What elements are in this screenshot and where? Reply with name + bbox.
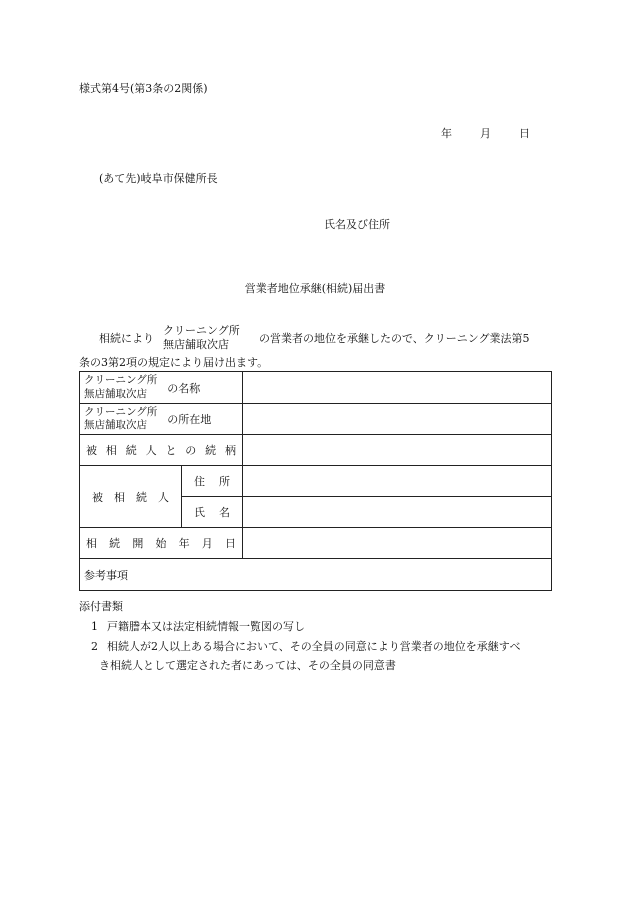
rel-char: 続 [125, 444, 137, 457]
addressee: (あて先)岐阜市保健所長 [99, 172, 218, 185]
business-location-field[interactable] [243, 404, 552, 435]
date-char: 年 [178, 537, 190, 550]
attachment-number: 2 [91, 640, 98, 653]
table-row-reference [80, 559, 552, 591]
attachment-item [91, 640, 521, 653]
table-row-name [80, 372, 552, 404]
date-char: 日 [224, 537, 236, 550]
attachment-item [91, 620, 305, 633]
option-no-store-agency: 無店舗取次店 [163, 338, 229, 352]
attachment-item-continued: き相続人として選定された者にあっては、その全員の同意書 [99, 659, 396, 672]
rel-char: 被 [86, 444, 97, 457]
address-char: 住 [194, 475, 205, 488]
date-day: 日 [519, 127, 530, 140]
reference-field[interactable] [80, 559, 552, 591]
heir-name-field[interactable] [243, 497, 552, 528]
rel-char: 人 [145, 444, 157, 457]
date-char: 月 [201, 537, 213, 550]
address-char: 所 [219, 475, 231, 488]
date-char: 開 [132, 537, 144, 550]
rel-char: と [165, 444, 177, 457]
paragraph-business-type [163, 324, 240, 353]
relationship-field[interactable] [243, 435, 552, 466]
label-business-name [80, 372, 243, 404]
date-month: 月 [480, 127, 491, 140]
label-heir [80, 466, 182, 528]
notification-table [79, 371, 552, 591]
applicant-name-address-label: 氏名及び住所 [324, 218, 390, 231]
attachment-number: 1 [91, 620, 98, 633]
date-char: 続 [109, 537, 121, 550]
row1-option-1: クリーニング所 [84, 374, 158, 387]
label-reference: 参考事項 [84, 568, 128, 582]
row1-suffix: の名称 [167, 381, 201, 395]
date-char: 相 [86, 537, 97, 550]
rel-char: 続 [205, 444, 217, 457]
label-name [182, 497, 243, 528]
row2-option-1: クリーニング所 [84, 405, 158, 418]
paragraph-lead: 相続により [99, 332, 154, 345]
row2-option-2: 無店舗取次店 [84, 419, 147, 431]
row2-suffix: の所在地 [167, 413, 212, 426]
row1-option-2: 無店舗取次店 [84, 387, 147, 400]
attachments-heading: 添付書類 [79, 600, 123, 613]
rel-char: 柄 [225, 444, 237, 457]
heir-address-field[interactable] [243, 466, 552, 497]
name-char: 名 [219, 506, 231, 519]
label-business-location [80, 404, 243, 435]
paragraph-line2: 条の3第2項の規定により届け出ます。 [79, 356, 269, 369]
form-number: 様式第4号(第3条の2関係) [79, 82, 208, 95]
rel-char: の [185, 444, 197, 457]
table-row-heir-address [80, 466, 552, 497]
inheritance-start-date-field[interactable] [243, 528, 552, 559]
heir-char: 相 [114, 490, 125, 504]
table-row-location [80, 404, 552, 435]
paragraph-rest: の営業者の地位を承継したので、クリーニング業法第5 [259, 332, 530, 345]
table-row-start-date [80, 528, 552, 559]
heir-char: 続 [136, 490, 147, 504]
table-row-relationship [80, 435, 552, 466]
attachment-text: 相続人が2人以上ある場合において、その全員の同意により営業者の地位を承継すべ [107, 640, 521, 653]
date-char: 始 [155, 537, 167, 550]
heir-char: 被 [92, 490, 103, 504]
business-name-field[interactable] [243, 372, 552, 404]
date-year: 年 [441, 127, 452, 140]
label-inheritance-start-date [80, 528, 243, 559]
name-char: 氏 [194, 506, 205, 519]
option-cleaning-shop: クリーニング所 [163, 324, 240, 337]
rel-char: 相 [105, 444, 117, 457]
label-relationship [80, 435, 243, 466]
heir-char: 人 [158, 490, 169, 504]
label-address [182, 466, 243, 497]
document-title: 営業者地位承継(相続)届出書 [244, 282, 386, 295]
attachment-text: 戸籍謄本又は法定相続情報一覧図の写し [107, 620, 305, 633]
date-line [441, 127, 530, 140]
